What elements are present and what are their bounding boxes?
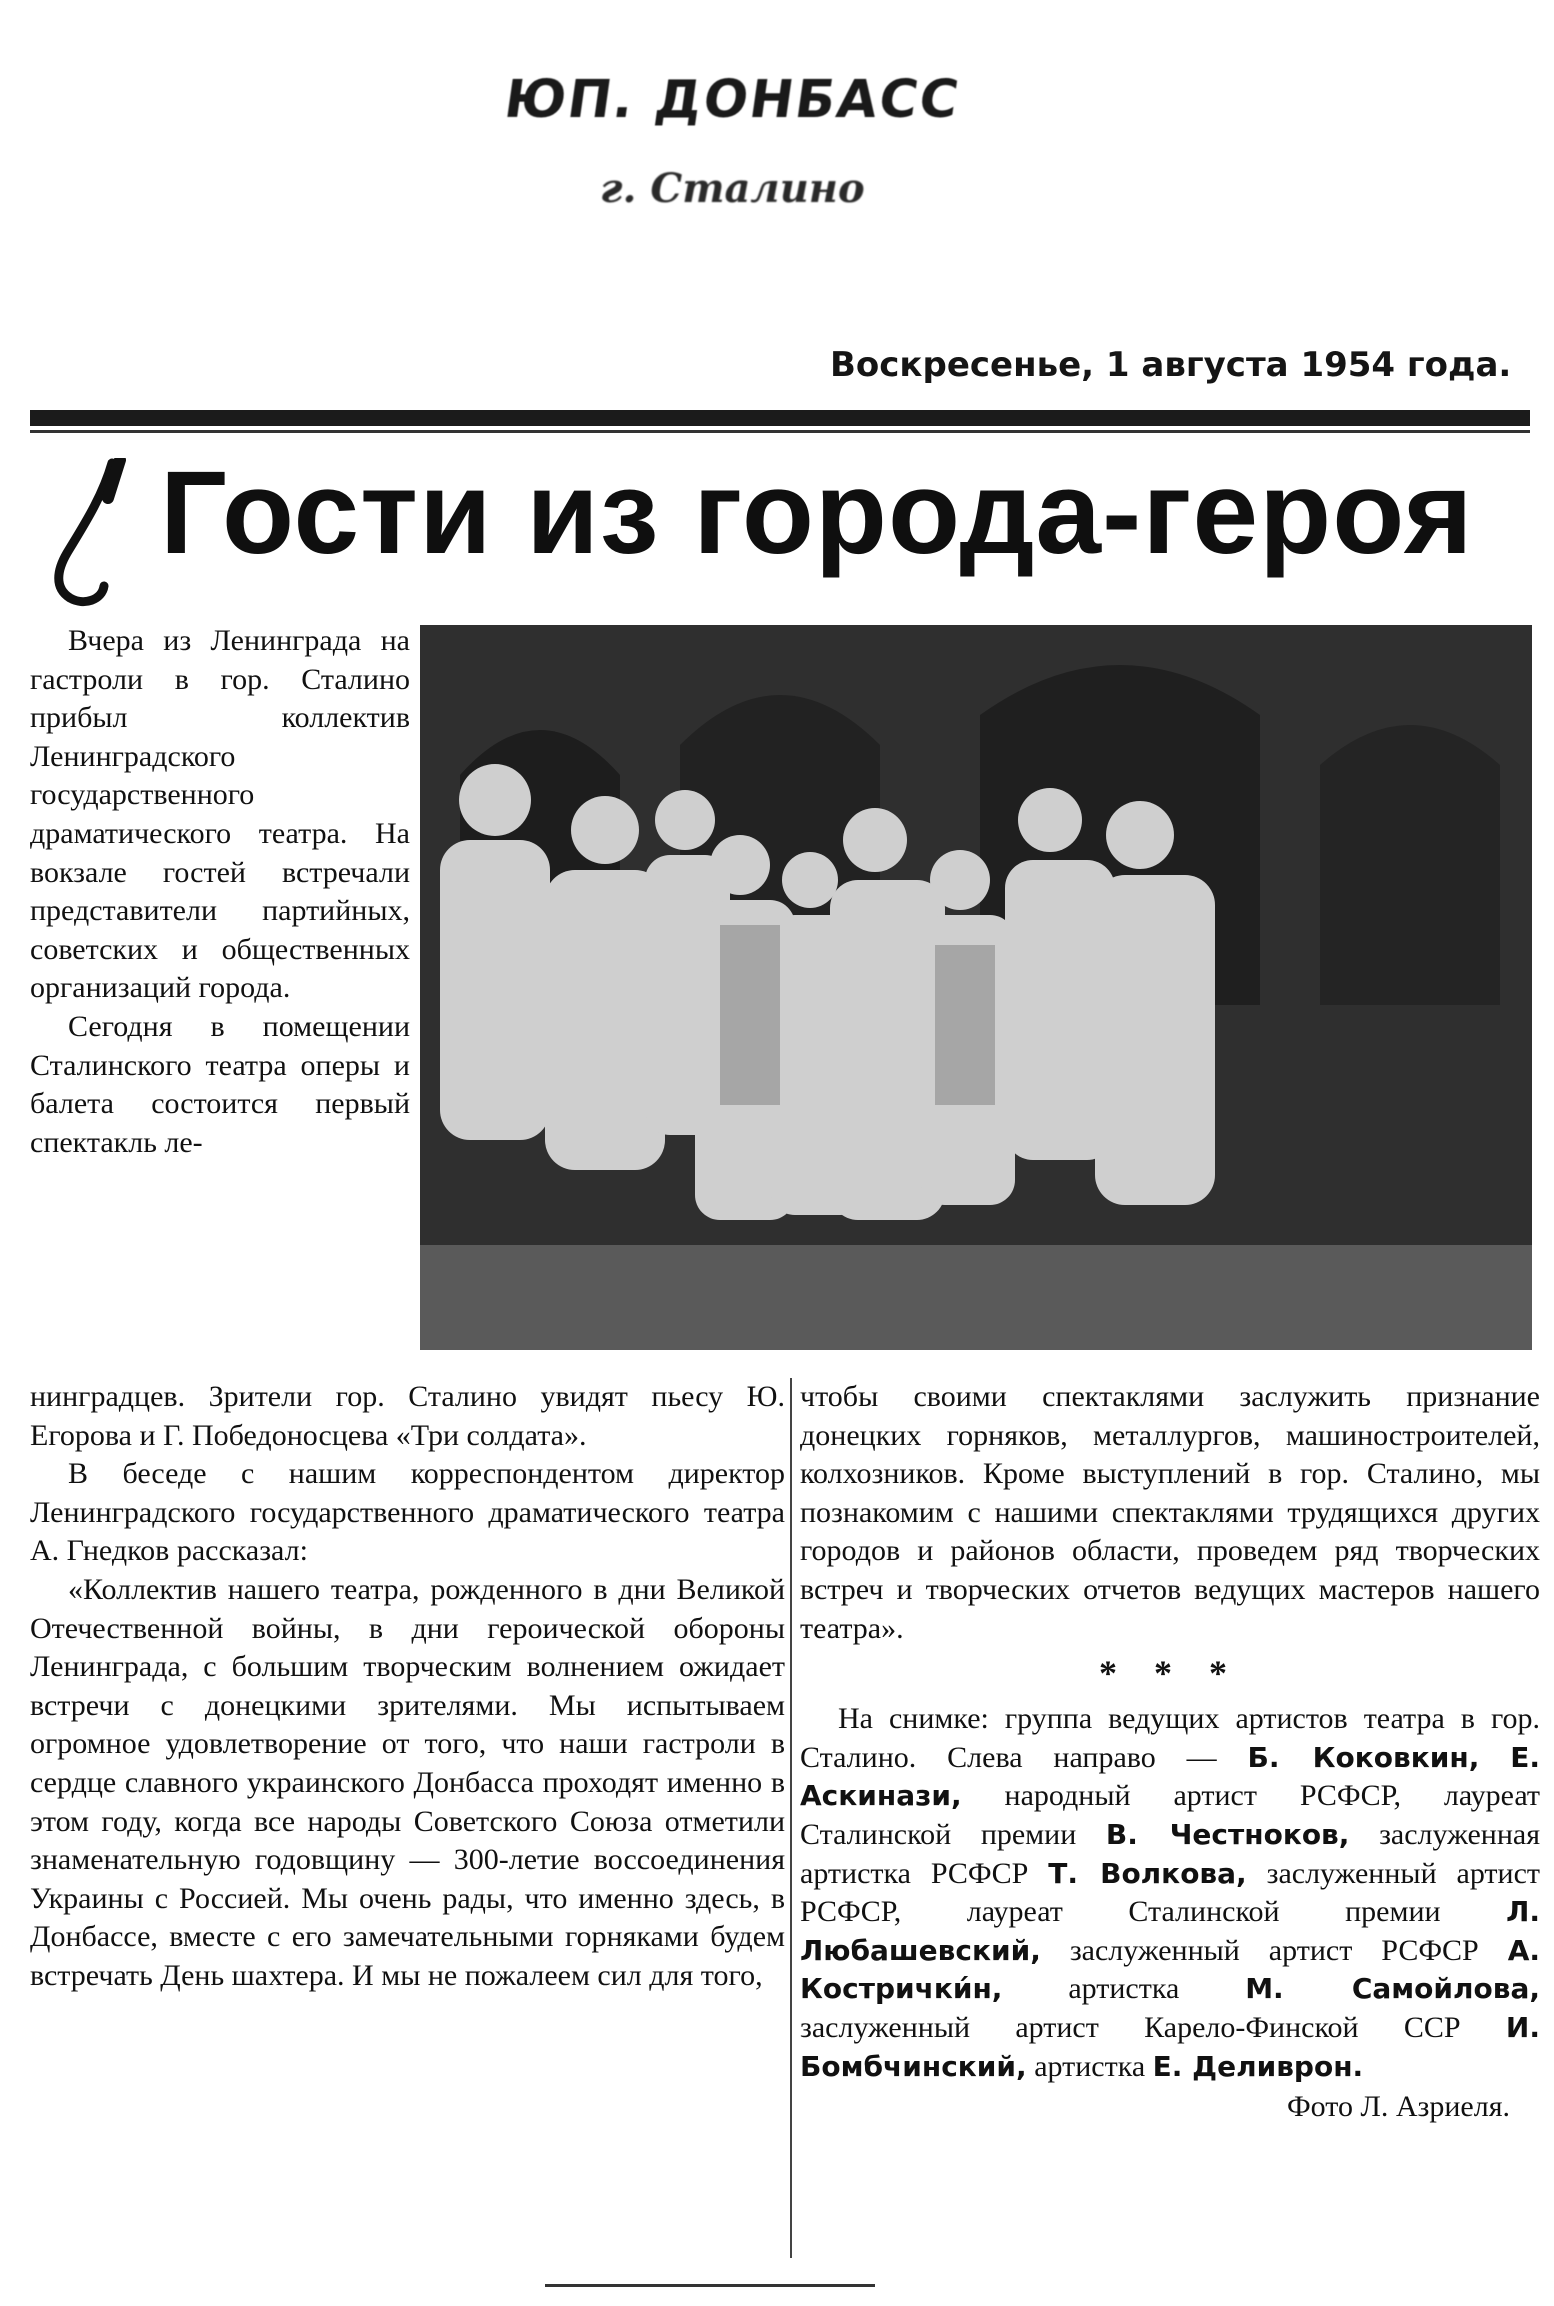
article-column-left: [30, 1378, 785, 1996]
paragraph: чтобы своими спектаклями заслужить признание донецких горняков, металлургов, машиностроителей, колхозников. Кроме выступлений в гор. Сталино, мы познакомим с нашими спектаклями трудящихся других городов и районов области, проведем ряд творческих встреч и творческих отчетов ведущих мастеров нашего театра».: [800, 1380, 1540, 1645]
photo-caption: На снимке: группа ведущих артистов театра в гор. Сталино. Слева направо — Б. Коковкин, Е. Аскинази, народный артист РСФСР, лауреат Сталинской премии В. Честноков, заслуженная артистка РСФСР Т. Волкова, заслуженный артист РСФСР, лауреат Сталинской премии Л. Любашевский, заслуженный артист РСФСР А. Кострички́н, артистка М. Самойлова, заслуженный артист Карело-Финской ССР И. Бомбчинский, артистка Е. Деливрон.: [800, 1702, 1541, 2083]
newspaper-stamp-title: ЮП. ДОНБАСС: [500, 70, 964, 130]
header-rule-thin: [30, 430, 1530, 433]
headline: Гости из города-героя: [160, 447, 1474, 579]
header-rule-thick: [30, 410, 1530, 426]
photo-image: [420, 625, 1532, 1350]
bottom-rule: [545, 2284, 875, 2287]
article-column-right: [800, 1378, 1540, 2124]
photo-credit: Фото Л. Азриеля.: [1286, 2090, 1510, 2124]
pen-mark-icon: [42, 458, 137, 613]
newspaper-stamp-city: г. Сталино: [600, 165, 865, 212]
column-divider: [790, 1378, 792, 2258]
group-photo: [420, 625, 1532, 1350]
article-column-narrow: [30, 622, 410, 1162]
paragraph: нинградцев. Зрители гор. Сталино увидят пьесу Ю. Егорова и Г. Победоносцева «Три солдата».: [30, 1380, 785, 1452]
paragraph: В беседе с нашим корреспондентом директор Ленинградского государственного драматического театра А. Гнедков рассказал:: [30, 1457, 785, 1568]
section-separator: * * *: [1099, 1653, 1241, 1694]
paragraph: Вчера из Ленинграда на гастроли в гор. Сталино прибыл коллектив Ленинградского государственного драматического театра. На вокзале гостей встречали представители партийных, советских и общественных организаций города.: [30, 624, 410, 1005]
dateline: Воскресенье, 1 августа 1954 года.: [830, 345, 1512, 385]
paragraph: Сегодня в помещении Сталинского театра оперы и балета состоится первый спектакль ле-: [30, 1009, 410, 1159]
paragraph: «Коллектив нашего театра, рожденного в дни Великой Отечественной войны, в дни героической обороны Ленинграда, с большим творческим волнением ожидает встречи с донецкими зрителями. Мы испытываем огромное удовлетворение от того, что наши гастроли в сердце славного украинского Донбасса проходят именно в этом году, когда все народы Советского Союза отметили знаменательную годовщину — 300-летие воссоединения Украины с Россией. Мы очень рады, что именно здесь, в Донбассе, вместе с его замечательными горняками будем встречать День шахтера. И мы не пожалеем сил для того,: [30, 1572, 785, 1992]
